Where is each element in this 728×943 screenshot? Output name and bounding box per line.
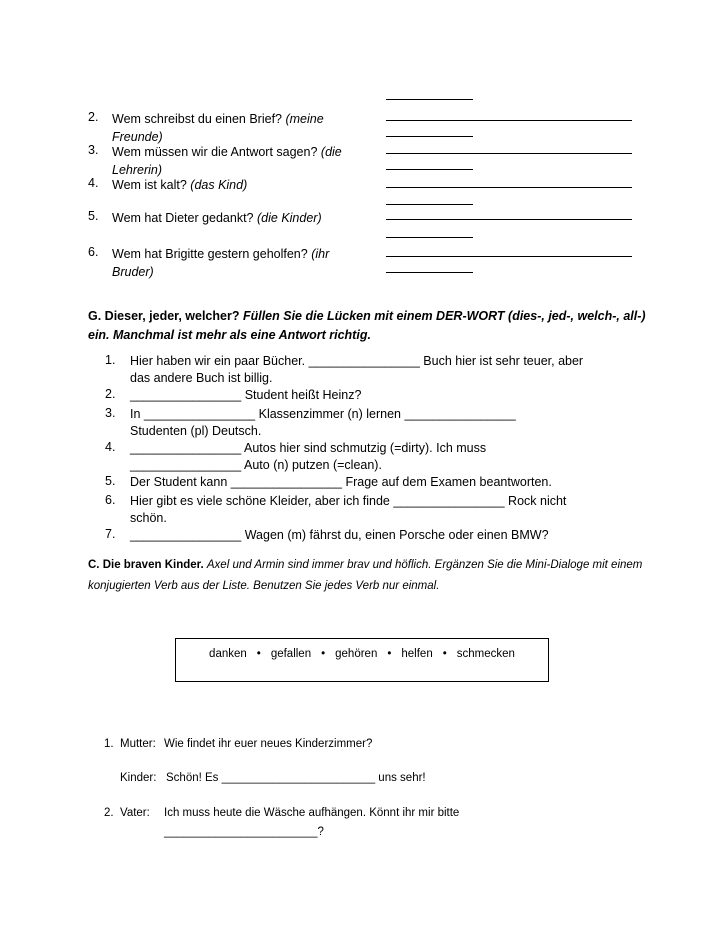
- verb-list: [176, 648, 548, 660]
- question-hint: (ihr: [311, 247, 330, 261]
- item-number: 6.: [105, 493, 116, 507]
- item-number: 6.: [88, 245, 99, 259]
- item-number: 5.: [88, 209, 99, 223]
- question-text: Wem schreibst du einen Brief?: [112, 112, 282, 126]
- question-text: Wem müssen wir die Antwort sagen?: [112, 145, 318, 159]
- sentence-line-cont: das andere Buch ist billig.: [130, 371, 273, 385]
- bullet-separator: •: [442, 648, 447, 660]
- speaker-label: Mutter:: [120, 738, 156, 750]
- verb-list-box: [175, 638, 549, 682]
- answer-line[interactable]: [386, 219, 632, 220]
- answer-line-short[interactable]: [386, 204, 473, 205]
- section-c-instructions: Axel und Armin sind immer brav und höflich. Ergänzen Sie die Mini-Dialoge mit einem konjugierten Verb aus der Liste. Benutzen Sie jedes Verb nur einmal.: [88, 559, 643, 592]
- sentence-line: ________________ Wagen (m) fährst du, einen Porsche oder einen BMW?: [130, 528, 549, 542]
- sentence-line-cont: schön.: [130, 511, 167, 525]
- answer-line[interactable]: [386, 256, 632, 257]
- question-text: Wem ist kalt?: [112, 178, 187, 192]
- question-hint: (meine: [285, 112, 324, 126]
- question: [112, 245, 329, 281]
- bullet-separator: •: [387, 648, 392, 660]
- item-number: 7.: [105, 527, 116, 541]
- question-hint-cont: Freunde): [112, 130, 163, 144]
- item-number: 2.: [104, 807, 114, 819]
- item-number: 1.: [104, 738, 114, 750]
- answer-line[interactable]: [386, 120, 632, 121]
- dialog-line-cont: ________________________?: [164, 826, 324, 838]
- answer-line-short[interactable]: [386, 99, 473, 100]
- answer-line-short[interactable]: [386, 136, 473, 137]
- sentence-line: Hier gibt es viele schöne Kleider, aber ich finde ________________ Rock nicht: [130, 494, 567, 508]
- sentence: [130, 527, 549, 544]
- answer-line-short[interactable]: [386, 237, 473, 238]
- sentence-line: In ________________ Klassenzimmer (n) lernen ________________: [130, 407, 516, 421]
- sentence: [130, 474, 552, 491]
- verb-item: gehören: [335, 648, 378, 660]
- answer-line-short[interactable]: [386, 272, 473, 273]
- sentence: [130, 493, 566, 527]
- section-g-instructions: Füllen Sie die Lücken mit einem DER-WORT (dies-, jed-, welch-, all-) ein. Manchmal ist mehr als eine Antwort richtig.: [88, 309, 646, 342]
- verb-item: helfen: [401, 648, 433, 660]
- answer-line-short[interactable]: [386, 169, 473, 170]
- sentence-line: ________________ Student heißt Heinz?: [130, 388, 362, 402]
- answer-line[interactable]: [386, 187, 632, 188]
- bullet-separator: •: [256, 648, 261, 660]
- question: [112, 176, 247, 194]
- verb-item: schmecken: [456, 648, 515, 660]
- sentence: [130, 353, 583, 387]
- dialog-line: Schön! Es ________________________ uns sehr!: [166, 772, 426, 784]
- sentence-line: Hier haben wir ein paar Bücher. ________________ Buch hier ist sehr teuer, aber: [130, 354, 584, 368]
- question: [112, 143, 342, 179]
- question: [112, 110, 324, 146]
- sentence: [130, 440, 486, 474]
- question-text: Wem hat Brigitte gestern geholfen?: [112, 247, 308, 261]
- item-number: 3.: [105, 406, 116, 420]
- dialog-line: Ich muss heute die Wäsche aufhängen. Könnt ihr mir bitte: [164, 807, 460, 819]
- sentence-line-cont: Studenten (pl) Deutsch.: [130, 424, 262, 438]
- question-text: Wem hat Dieter gedankt?: [112, 211, 254, 225]
- speaker-label: Vater:: [120, 807, 150, 819]
- section-g-heading: G. Dieser, jeder, welcher?: [88, 309, 240, 323]
- item-number: 4.: [105, 440, 116, 454]
- verb-item: gefallen: [270, 648, 312, 660]
- question-hint-cont: Lehrerin): [112, 163, 163, 177]
- item-number: 4.: [88, 176, 99, 190]
- bullet-separator: •: [321, 648, 326, 660]
- section-c-title: [88, 555, 648, 597]
- question-hint: (die: [320, 145, 342, 159]
- item-number: 5.: [105, 474, 116, 488]
- question-hint-cont: Bruder): [112, 265, 154, 279]
- item-number: 3.: [88, 143, 99, 157]
- question: [112, 209, 322, 227]
- speaker-label: Kinder:: [120, 772, 157, 784]
- item-number: 1.: [105, 353, 116, 367]
- sentence-line: ________________ Autos hier sind schmutzig (=dirty). Ich muss: [130, 441, 487, 455]
- item-number: 2.: [88, 110, 99, 124]
- section-c-heading: C. Die braven Kinder.: [88, 559, 204, 571]
- question-hint: (das Kind): [190, 178, 248, 192]
- dialog-line: Wie findet ihr euer neues Kinderzimmer?: [164, 738, 373, 750]
- sentence: [130, 387, 361, 404]
- section-g-title: [88, 307, 648, 345]
- item-number: 2.: [105, 387, 116, 401]
- sentence: [130, 406, 516, 440]
- verb-item: danken: [209, 648, 247, 660]
- question-hint: (die Kinder): [257, 211, 322, 225]
- sentence-line: Der Student kann ________________ Frage auf dem Examen beantworten.: [130, 475, 552, 489]
- answer-line[interactable]: [386, 153, 632, 154]
- sentence-line-cont: ________________ Auto (n) putzen (=clean).: [130, 458, 382, 472]
